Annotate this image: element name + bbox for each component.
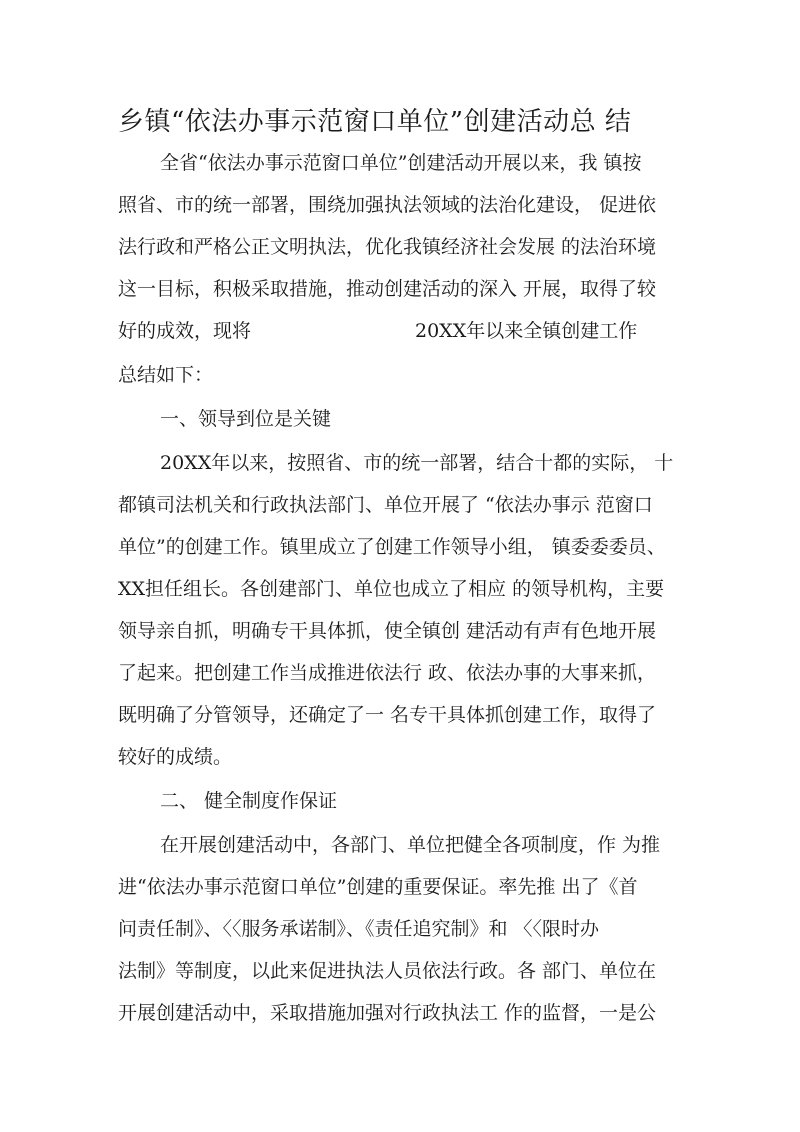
paragraph-line: 法制》等制度，以此来促进执法人员依法行政。各 部门、单位在 xyxy=(118,960,657,982)
paragraph-line: XX担任组长。各创建部门、单位也成立了相应 的领导机构，主要 xyxy=(118,578,665,600)
paragraph-line: 在开展创建活动中，各部门、单位把健全各项制度，作 为推 xyxy=(160,834,661,856)
paragraph-line: 既明确了分管领导，还确定了一 名专干具体抓创建工作，取得了 xyxy=(118,704,657,726)
paragraph-line: 20XX年以来，按照省、市的统一部署，结合十都的实际， 十 xyxy=(160,452,674,474)
paragraph-line: 领导亲自抓，明确专干具体抓，使全镇创 建活动有声有色地开展 xyxy=(118,620,657,642)
paragraph-line: 问责任制》、〈〈服务承诺制》、《责任追究制》和 〈〈限时办 xyxy=(118,918,600,940)
paragraph-line: 单位”的创建工作。镇里成立了创建工作领导小组， 镇委委委员、 xyxy=(118,536,666,558)
paragraph-line: 20XX年以来全镇创建工作 xyxy=(415,320,638,342)
paragraph-line: 较好的成绩。 xyxy=(118,746,233,768)
paragraph-line: 全省“依法办事示范窗口单位”创建活动开展以来，我 镇按 xyxy=(160,152,642,174)
paragraph-line: 都镇司法机关和行政执法部门、单位开展了 “依法办事示 范窗口 xyxy=(118,494,653,516)
paragraph-line: 照省、市的统一部署，围绕加强执法领域的法治化建设， 促进依 xyxy=(118,194,657,216)
paragraph-line: 总结如下： xyxy=(118,364,214,386)
section-heading: 一、领导到位是关键 xyxy=(160,408,332,430)
paragraph-line: 了起来。把创建工作当成推进依法行 政、依法办事的大事来抓， xyxy=(118,662,657,684)
paragraph-line: 开展创建活动中，采取措施加强对行政执法工 作的监督，一是公 xyxy=(118,1002,657,1024)
document-title: 乡镇“依法办事示范窗口单位”创建活动总 结 xyxy=(118,107,632,137)
section-heading: 二、 健全制度作保证 xyxy=(160,790,338,812)
paragraph-line: 法行政和严格公正文明执法，优化我镇经济社会发展 的法治环境 xyxy=(118,236,657,258)
paragraph-line: 进“依法办事示范窗口单位”创建的重要保证。率先推 出了《首 xyxy=(118,876,638,898)
paragraph-line: 好的成效，现将 xyxy=(118,320,252,342)
paragraph-line: 这一目标，积极采取措施，推动创建活动的深入 开展，取得了较 xyxy=(118,278,657,300)
